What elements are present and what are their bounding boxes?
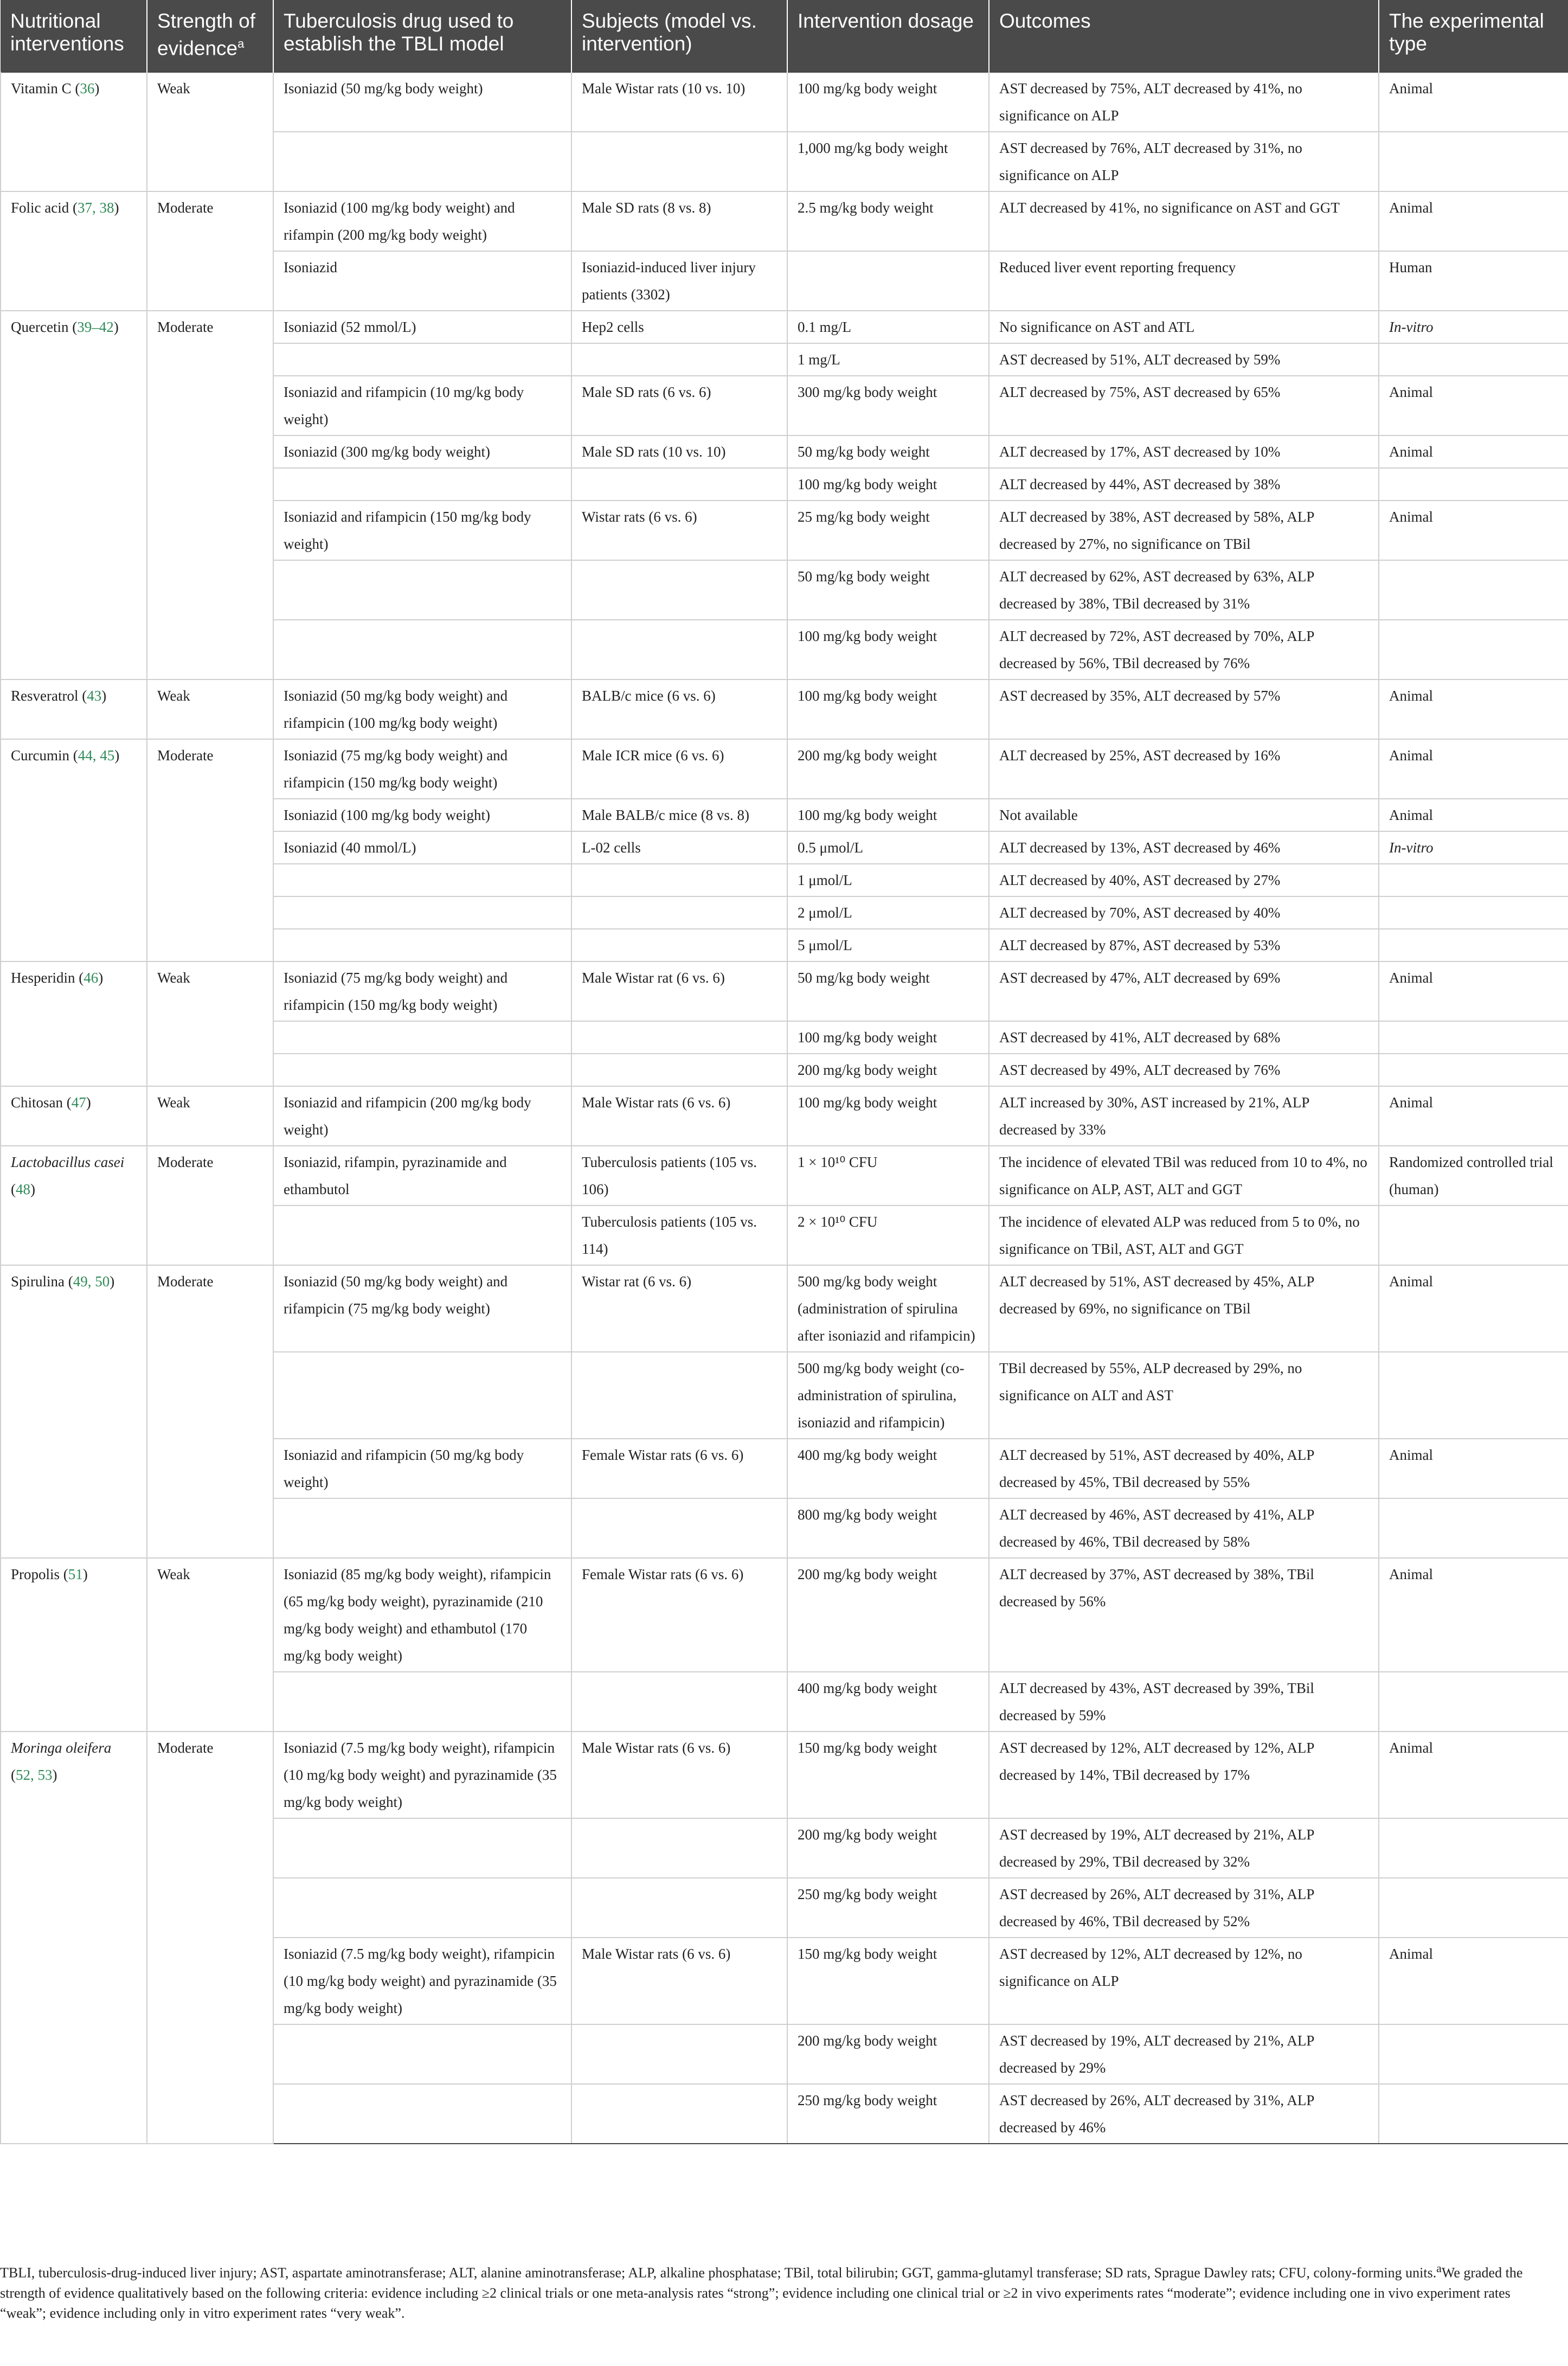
- table-row: [1, 72, 1568, 132]
- dosage-cell: 2.5 mg/kg body weight: [787, 191, 989, 251]
- dosage-cell: 50 mg/kg body weight: [787, 961, 989, 1021]
- experimental-type-cell: Animal: [1379, 961, 1568, 1021]
- experimental-type-cell: [1379, 1878, 1568, 1938]
- experimental-type-cell: Animal: [1379, 376, 1568, 435]
- outcomes-cell: ALT decreased by 70%, AST decreased by 40%: [989, 896, 1379, 929]
- footnote-criteria: We graded the strength of evidence qualitatively based on the following criteria: evidence including ≥2 clinical trials or one meta-analysis rates “strong”; evidence including one clinical trial or ≥2 in vivo experiments rates “moderate”; evidence including one in vivo experiment rates “weak”; evidence including only in vitro experiment rates “very weak”.: [0, 2265, 1523, 2321]
- experimental-type-cell: Animal: [1379, 1558, 1568, 1672]
- tb-drug-cell: [273, 2084, 571, 2144]
- intervention-name-cell: Folic acid (37, 38): [1, 191, 147, 311]
- dosage-cell: 100 mg/kg body weight: [787, 620, 989, 679]
- dosage-cell: 50 mg/kg body weight: [787, 435, 989, 468]
- tb-drug-cell: [273, 1672, 571, 1732]
- outcomes-cell: AST decreased by 26%, ALT decreased by 31%, ALP decreased by 46%, TBil decreased by 52%: [989, 1878, 1379, 1938]
- dosage-cell: 1,000 mg/kg body weight: [787, 132, 989, 191]
- subjects-cell: Wistar rats (6 vs. 6): [571, 501, 787, 560]
- reference-link[interactable]: 37, 38: [77, 200, 114, 216]
- dosage-cell: 500 mg/kg body weight (co-administration of spirulina, isoniazid and rifampicin): [787, 1352, 989, 1439]
- outcomes-cell: AST decreased by 19%, ALT decreased by 21%, ALP decreased by 29%, TBil decreased by 32%: [989, 1818, 1379, 1878]
- dosage-cell: 100 mg/kg body weight: [787, 1086, 989, 1146]
- subjects-cell: Tuberculosis patients (105 vs. 106): [571, 1146, 787, 1206]
- dosage-cell: 50 mg/kg body weight: [787, 560, 989, 620]
- experimental-type-cell: [1379, 1672, 1568, 1732]
- experimental-type-cell: [1379, 2024, 1568, 2084]
- outcomes-cell: AST decreased by 19%, ALT decreased by 21%, ALP decreased by 29%: [989, 2024, 1379, 2084]
- dosage-cell: 400 mg/kg body weight: [787, 1439, 989, 1498]
- dosage-cell: 500 mg/kg body weight (administration of spirulina after isoniazid and rifampicin): [787, 1265, 989, 1352]
- evidence-strength: Weak: [147, 679, 273, 739]
- experimental-type-cell: [1379, 929, 1568, 961]
- outcomes-cell: ALT decreased by 13%, AST decreased by 46%: [989, 831, 1379, 864]
- outcomes-cell: ALT decreased by 75%, AST decreased by 65%: [989, 376, 1379, 435]
- dosage-cell: 25 mg/kg body weight: [787, 501, 989, 560]
- outcomes-cell: ALT decreased by 41%, no significance on AST and GGT: [989, 191, 1379, 251]
- subjects-cell: L-02 cells: [571, 831, 787, 864]
- dosage-cell: 0.5 μmol/L: [787, 831, 989, 864]
- intervention-name-cell: Propolis (51): [1, 1558, 147, 1732]
- table-row: [1, 1732, 1568, 1818]
- evidence-strength: Moderate: [147, 1146, 273, 1265]
- tb-drug-cell: Isoniazid and rifampicin (10 mg/kg body weight): [273, 376, 571, 435]
- intervention-name-cell: Moringa oleifera (52, 53): [1, 1732, 147, 2144]
- experimental-type-cell: [1379, 2084, 1568, 2144]
- subjects-cell: [571, 1498, 787, 1558]
- subjects-cell: Male SD rats (6 vs. 6): [571, 376, 787, 435]
- tb-drug-cell: Isoniazid and rifampicin (200 mg/kg body weight): [273, 1086, 571, 1146]
- subjects-cell: Male Wistar rats (10 vs. 10): [571, 72, 787, 132]
- experimental-type-cell: Animal: [1379, 1732, 1568, 1818]
- tb-drug-cell: [273, 620, 571, 679]
- intervention-name-cell: Curcumin (44, 45): [1, 739, 147, 961]
- intervention-name: Propolis: [11, 1566, 60, 1582]
- tb-drug-cell: Isoniazid (40 mmol/L): [273, 831, 571, 864]
- table-row: [1, 191, 1568, 251]
- experimental-type-cell: [1379, 1054, 1568, 1086]
- experimental-type-cell: [1379, 343, 1568, 376]
- dosage-cell: 200 mg/kg body weight: [787, 1054, 989, 1086]
- subjects-cell: [571, 620, 787, 679]
- tb-drug-cell: [273, 343, 571, 376]
- evidence-strength: Weak: [147, 72, 273, 191]
- outcomes-cell: AST decreased by 47%, ALT decreased by 69%: [989, 961, 1379, 1021]
- tb-drug-cell: [273, 1878, 571, 1938]
- dosage-cell: 800 mg/kg body weight: [787, 1498, 989, 1558]
- dosage-cell: 0.1 mg/L: [787, 311, 989, 343]
- subjects-cell: Isoniazid-induced liver injury patients (3302): [571, 251, 787, 311]
- tb-drug-cell: [273, 1054, 571, 1086]
- subjects-cell: [571, 864, 787, 896]
- reference-link[interactable]: 49, 50: [73, 1273, 110, 1290]
- subjects-cell: [571, 468, 787, 501]
- subjects-cell: Male BALB/c mice (8 vs. 8): [571, 799, 787, 831]
- subjects-cell: [571, 560, 787, 620]
- experimental-type-cell: [1379, 864, 1568, 896]
- tb-drug-cell: Isoniazid (75 mg/kg body weight) and rifampicin (150 mg/kg body weight): [273, 739, 571, 799]
- tb-drug-cell: [273, 1498, 571, 1558]
- subjects-cell: [571, 1878, 787, 1938]
- header-strength-of-evidence: Strength of evidence$^a$: [147, 0, 273, 72]
- experimental-type-cell: [1379, 1818, 1568, 1878]
- subjects-cell: Male SD rats (8 vs. 8): [571, 191, 787, 251]
- evidence-strength: Weak: [147, 1086, 273, 1146]
- table-footnote: TBLI, tuberculosis-drug-induced liver injury; AST, aspartate aminotransferase; ALT, alanine aminotransferase; ALP, alkaline phosphatase; TBil, total bilirubin; GGT, gamma-glutamyl transferase; SD rats, Sprague Dawley rats; CFU, colony-forming units.$^a$We graded the strength of evidence qualitatively based on the following criteria: evidence including ≥2 clinical trials or one meta-analysis rates “strong”; evidence including one clinical trial or ≥2 in vivo experiments rates “moderate”; evidence including one in vivo experiment rates “weak”; evidence including only in vitro experiment rates “very weak”.: [0, 2262, 1523, 2321]
- subjects-cell: Female Wistar rats (6 vs. 6): [571, 1558, 787, 1672]
- subjects-cell: Tuberculosis patients (105 vs. 114): [571, 1206, 787, 1265]
- outcomes-cell: ALT decreased by 43%, AST decreased by 39%, TBil decreased by 59%: [989, 1672, 1379, 1732]
- tb-drug-cell: Isoniazid and rifampicin (50 mg/kg body weight): [273, 1439, 571, 1498]
- subjects-cell: [571, 1054, 787, 1086]
- subjects-cell: BALB/c mice (6 vs. 6): [571, 679, 787, 739]
- experimental-type-cell: Animal: [1379, 72, 1568, 132]
- subjects-cell: Male Wistar rat (6 vs. 6): [571, 961, 787, 1021]
- dosage-cell: 150 mg/kg body weight: [787, 1732, 989, 1818]
- tb-drug-cell: Isoniazid: [273, 251, 571, 311]
- footnote-abbreviations: TBLI, tuberculosis-drug-induced liver injury; AST, aspartate aminotransferase; ALT, alanine aminotransferase; ALP, alkaline phosphatase; TBil, total bilirubin; GGT, gamma-glutamyl transferase; SD rats, Sprague Dawley rats; CFU, colony-forming units.: [0, 2265, 1437, 2281]
- experimental-type-cell: [1379, 1498, 1568, 1558]
- outcomes-cell: ALT decreased by 51%, AST decreased by 45%, ALP decreased by 69%, no significance on TBil: [989, 1265, 1379, 1352]
- intervention-name: Hesperidin: [11, 970, 75, 986]
- tb-drug-cell: [273, 896, 571, 929]
- experimental-type-cell: Animal: [1379, 1265, 1568, 1352]
- intervention-name-cell: Vitamin C (36): [1, 72, 147, 191]
- experimental-type-cell: Animal: [1379, 435, 1568, 468]
- outcomes-cell: AST decreased by 76%, ALT decreased by 31%, no significance on ALP: [989, 132, 1379, 191]
- tb-drug-cell: Isoniazid (85 mg/kg body weight), rifampicin (65 mg/kg body weight), pyrazinamide (210 mg/kg body weight) and ethambutol (170 mg/kg body weight): [273, 1558, 571, 1672]
- table-row: [1, 679, 1568, 739]
- outcomes-cell: AST decreased by 75%, ALT decreased by 41%, no significance on ALP: [989, 72, 1379, 132]
- reference-link[interactable]: 46: [83, 970, 99, 986]
- tb-drug-cell: Isoniazid (75 mg/kg body weight) and rifampicin (150 mg/kg body weight): [273, 961, 571, 1021]
- subjects-cell: [571, 1672, 787, 1732]
- outcomes-cell: Reduced liver event reporting frequency: [989, 251, 1379, 311]
- reference-link[interactable]: 43: [87, 688, 102, 704]
- outcomes-cell: ALT decreased by 44%, AST decreased by 38%: [989, 468, 1379, 501]
- outcomes-cell: AST decreased by 51%, ALT decreased by 59%: [989, 343, 1379, 376]
- tb-drug-cell: Isoniazid (50 mg/kg body weight) and rifampicin (75 mg/kg body weight): [273, 1265, 571, 1352]
- experimental-type-cell: Animal: [1379, 679, 1568, 739]
- tb-drug-cell: [273, 132, 571, 191]
- outcomes-cell: AST decreased by 12%, ALT decreased by 12%, no significance on ALP: [989, 1938, 1379, 2024]
- dosage-cell: 100 mg/kg body weight: [787, 72, 989, 132]
- intervention-name-cell: Hesperidin (46): [1, 961, 147, 1086]
- experimental-type-cell: Animal: [1379, 1439, 1568, 1498]
- reference-link[interactable]: 48: [16, 1181, 30, 1197]
- dosage-cell: 200 mg/kg body weight: [787, 739, 989, 799]
- outcomes-cell: AST decreased by 41%, ALT decreased by 68%: [989, 1021, 1379, 1054]
- header-tb-drug: Tuberculosis drug used to establish the TBLI model: [273, 0, 571, 72]
- table-header-row: [1, 0, 1568, 72]
- evidence-strength: Moderate: [147, 1732, 273, 2144]
- table-row: [1, 961, 1568, 1021]
- tb-drug-cell: Isoniazid (52 mmol/L): [273, 311, 571, 343]
- dosage-cell: 200 mg/kg body weight: [787, 2024, 989, 2084]
- reference-link[interactable]: 36: [80, 80, 95, 97]
- table-row: [1, 1558, 1568, 1672]
- intervention-name-cell: Lactobacillus casei (48): [1, 1146, 147, 1265]
- intervention-name: Moringa oleifera: [11, 1740, 112, 1756]
- intervention-name: Quercetin: [11, 319, 69, 335]
- subjects-cell: Male Wistar rats (6 vs. 6): [571, 1732, 787, 1818]
- tb-drug-cell: [273, 1021, 571, 1054]
- experimental-type-cell: Animal: [1379, 1086, 1568, 1146]
- tb-drug-cell: Isoniazid and rifampicin (150 mg/kg body weight): [273, 501, 571, 560]
- outcomes-cell: AST decreased by 26%, ALT decreased by 31%, ALP decreased by 46%: [989, 2084, 1379, 2144]
- subjects-cell: [571, 929, 787, 961]
- tb-drug-cell: [273, 1206, 571, 1265]
- outcomes-cell: ALT decreased by 62%, AST decreased by 63%, ALP decreased by 38%, TBil decreased by 31%: [989, 560, 1379, 620]
- dosage-cell: [787, 251, 989, 311]
- tb-drug-cell: Isoniazid (100 mg/kg body weight) and rifampin (200 mg/kg body weight): [273, 191, 571, 251]
- dosage-cell: 200 mg/kg body weight: [787, 1818, 989, 1878]
- tb-drug-cell: [273, 1352, 571, 1439]
- tb-drug-cell: Isoniazid (300 mg/kg body weight): [273, 435, 571, 468]
- tb-drug-cell: Isoniazid (100 mg/kg body weight): [273, 799, 571, 831]
- intervention-name: Resveratrol: [11, 688, 79, 704]
- intervention-name-cell: Chitosan (47): [1, 1086, 147, 1146]
- reference-link[interactable]: 44, 45: [78, 747, 115, 764]
- reference-link[interactable]: 52, 53: [16, 1767, 53, 1783]
- subjects-cell: Hep2 cells: [571, 311, 787, 343]
- dosage-cell: 5 μmol/L: [787, 929, 989, 961]
- tb-drug-cell: [273, 468, 571, 501]
- tb-drug-cell: [273, 560, 571, 620]
- evidence-strength: Moderate: [147, 1265, 273, 1558]
- experimental-type-cell: Animal: [1379, 191, 1568, 251]
- experimental-type-cell: [1379, 468, 1568, 501]
- subjects-cell: Wistar rat (6 vs. 6): [571, 1265, 787, 1352]
- subjects-cell: [571, 2024, 787, 2084]
- experimental-type-cell: [1379, 1206, 1568, 1265]
- experimental-type-cell: [1379, 620, 1568, 679]
- subjects-cell: Male Wistar rats (6 vs. 6): [571, 1086, 787, 1146]
- subjects-cell: [571, 1818, 787, 1878]
- dosage-cell: 2 × 10¹⁰ CFU: [787, 1206, 989, 1265]
- header-intervention-dosage: Intervention dosage: [787, 0, 989, 72]
- header-experimental-type: The experimental type: [1379, 0, 1568, 72]
- outcomes-cell: ALT decreased by 46%, AST decreased by 41%, ALP decreased by 46%, TBil decreased by 58%: [989, 1498, 1379, 1558]
- subjects-cell: Male Wistar rats (6 vs. 6): [571, 1938, 787, 2024]
- intervention-name: Curcumin: [11, 747, 69, 764]
- experimental-type-cell: [1379, 1352, 1568, 1439]
- outcomes-cell: The incidence of elevated ALP was reduced from 5 to 0%, no significance on TBil, AST, ALT and GGT: [989, 1206, 1379, 1265]
- dosage-cell: 100 mg/kg body weight: [787, 799, 989, 831]
- outcomes-cell: Not available: [989, 799, 1379, 831]
- dosage-cell: 250 mg/kg body weight: [787, 2084, 989, 2144]
- subjects-cell: [571, 2084, 787, 2144]
- outcomes-cell: The incidence of elevated TBil was reduced from 10 to 4%, no significance on ALP, AST, ALT and GGT: [989, 1146, 1379, 1206]
- intervention-name: Spirulina: [11, 1273, 65, 1290]
- evidence-strength: Moderate: [147, 739, 273, 961]
- subjects-cell: Male SD rats (10 vs. 10): [571, 435, 787, 468]
- reference-link[interactable]: 51: [68, 1566, 83, 1582]
- experimental-type-cell: Animal: [1379, 1938, 1568, 2024]
- experimental-type-cell: Animal: [1379, 799, 1568, 831]
- outcomes-cell: No significance on AST and ATL: [989, 311, 1379, 343]
- tb-drug-cell: Isoniazid, rifampin, pyrazinamide and ethambutol: [273, 1146, 571, 1206]
- experimental-type-cell: In-vitro: [1379, 311, 1568, 343]
- outcomes-cell: ALT decreased by 38%, AST decreased by 58%, ALP decreased by 27%, no significance on TBil: [989, 501, 1379, 560]
- dosage-cell: 300 mg/kg body weight: [787, 376, 989, 435]
- table-body: [1, 72, 1568, 2144]
- tb-drug-cell: Isoniazid (7.5 mg/kg body weight), rifampicin (10 mg/kg body weight) and pyrazinamide (35 mg/kg body weight): [273, 1732, 571, 1818]
- experimental-type-cell: In-vitro: [1379, 831, 1568, 864]
- dosage-cell: 2 μmol/L: [787, 896, 989, 929]
- tb-drug-cell: [273, 1818, 571, 1878]
- outcomes-cell: AST decreased by 49%, ALT decreased by 76%: [989, 1054, 1379, 1086]
- outcomes-cell: AST decreased by 35%, ALT decreased by 57%: [989, 679, 1379, 739]
- outcomes-cell: AST decreased by 12%, ALT decreased by 12%, ALP decreased by 14%, TBil decreased by 17%: [989, 1732, 1379, 1818]
- header-outcomes: Outcomes: [989, 0, 1379, 72]
- experimental-type-cell: [1379, 560, 1568, 620]
- outcomes-cell: ALT decreased by 37%, AST decreased by 38%, TBil decreased by 56%: [989, 1558, 1379, 1672]
- intervention-name-cell: Quercetin (39–42): [1, 311, 147, 679]
- subjects-cell: Male ICR mice (6 vs. 6): [571, 739, 787, 799]
- header-subjects: Subjects (model vs. intervention): [571, 0, 787, 72]
- table-row: [1, 739, 1568, 799]
- table-row: [1, 1146, 1568, 1206]
- subjects-cell: [571, 132, 787, 191]
- header-nutritional-interventions: Nutritional interventions: [1, 0, 147, 72]
- experimental-type-cell: Animal: [1379, 739, 1568, 799]
- subjects-cell: [571, 1352, 787, 1439]
- table-row: [1, 311, 1568, 343]
- dosage-cell: 100 mg/kg body weight: [787, 1021, 989, 1054]
- dosage-cell: 150 mg/kg body weight: [787, 1938, 989, 2024]
- intervention-name-cell: Resveratrol (43): [1, 679, 147, 739]
- dosage-cell: 1 × 10¹⁰ CFU: [787, 1146, 989, 1206]
- outcomes-cell: ALT decreased by 17%, AST decreased by 10%: [989, 435, 1379, 468]
- outcomes-cell: ALT decreased by 51%, AST decreased by 40%, ALP decreased by 45%, TBil decreased by 55%: [989, 1439, 1379, 1498]
- intervention-name: Lactobacillus casei: [11, 1154, 125, 1170]
- evidence-strength: Weak: [147, 961, 273, 1086]
- tb-drug-cell: [273, 2024, 571, 2084]
- intervention-name: Vitamin C: [11, 80, 72, 97]
- intervention-name: Folic acid: [11, 200, 69, 216]
- reference-link[interactable]: 39–42: [77, 319, 114, 335]
- outcomes-cell: ALT decreased by 25%, AST decreased by 16%: [989, 739, 1379, 799]
- table-row: [1, 1265, 1568, 1352]
- intervention-name-cell: Spirulina (49, 50): [1, 1265, 147, 1558]
- tb-drug-cell: Isoniazid (50 mg/kg body weight) and rifampicin (100 mg/kg body weight): [273, 679, 571, 739]
- experimental-type-cell: Animal: [1379, 501, 1568, 560]
- experimental-type-cell: Human: [1379, 251, 1568, 311]
- outcomes-cell: ALT decreased by 87%, AST decreased by 53%: [989, 929, 1379, 961]
- dosage-cell: 1 mg/L: [787, 343, 989, 376]
- tb-drug-cell: Isoniazid (50 mg/kg body weight): [273, 72, 571, 132]
- experimental-type-cell: [1379, 896, 1568, 929]
- dosage-cell: 1 μmol/L: [787, 864, 989, 896]
- dosage-cell: 100 mg/kg body weight: [787, 679, 989, 739]
- dosage-cell: 100 mg/kg body weight: [787, 468, 989, 501]
- evidence-strength: Weak: [147, 1558, 273, 1732]
- evidence-strength: Moderate: [147, 311, 273, 679]
- dosage-cell: 250 mg/kg body weight: [787, 1878, 989, 1938]
- subjects-cell: [571, 343, 787, 376]
- dosage-cell: 400 mg/kg body weight: [787, 1672, 989, 1732]
- reference-link[interactable]: 47: [71, 1094, 86, 1111]
- experimental-type-cell: [1379, 132, 1568, 191]
- subjects-cell: [571, 896, 787, 929]
- outcomes-cell: ALT decreased by 72%, AST decreased by 70%, ALP decreased by 56%, TBil decreased by 76%: [989, 620, 1379, 679]
- outcomes-cell: TBil decreased by 55%, ALP decreased by 29%, no significance on ALT and AST: [989, 1352, 1379, 1439]
- evidence-strength: Moderate: [147, 191, 273, 311]
- subjects-cell: [571, 1021, 787, 1054]
- table-row: [1, 1086, 1568, 1146]
- experimental-type-cell: Randomized controlled trial (human): [1379, 1146, 1568, 1206]
- outcomes-cell: ALT decreased by 40%, AST decreased by 27%: [989, 864, 1379, 896]
- intervention-name: Chitosan: [11, 1094, 63, 1111]
- tb-drug-cell: [273, 929, 571, 961]
- subjects-cell: Female Wistar rats (6 vs. 6): [571, 1439, 787, 1498]
- tb-drug-cell: Isoniazid (7.5 mg/kg body weight), rifampicin (10 mg/kg body weight) and pyrazinamide (35 mg/kg body weight): [273, 1938, 571, 2024]
- dosage-cell: 200 mg/kg body weight: [787, 1558, 989, 1672]
- experimental-type-cell: [1379, 1021, 1568, 1054]
- tb-drug-cell: [273, 864, 571, 896]
- outcomes-cell: ALT increased by 30%, AST increased by 21%, ALP decreased by 33%: [989, 1086, 1379, 1146]
